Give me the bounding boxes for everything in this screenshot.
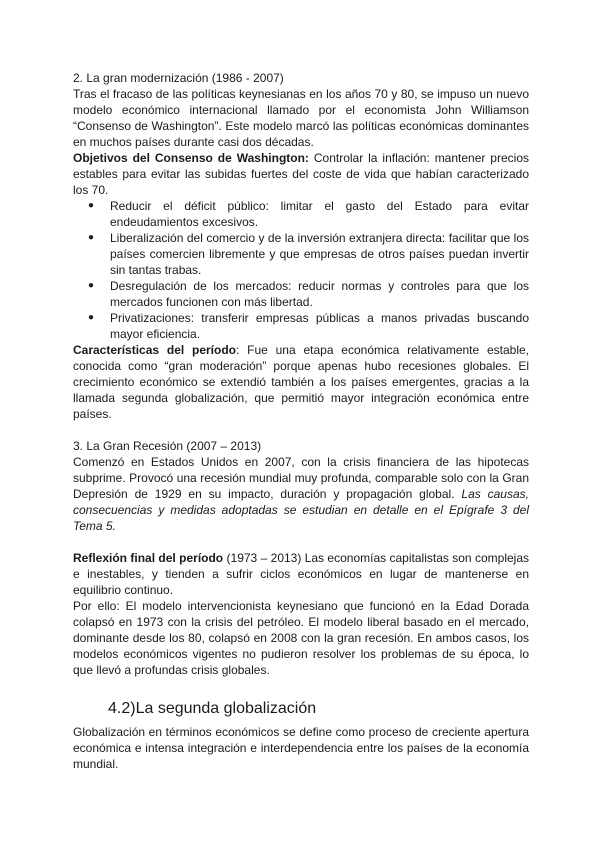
paragraph-gran-recesion: Comenzó en Estados Unidos en 2007, con la crisis financiera de las hipotecas subprime. Provocó una recesión mundial muy profunda, comparable solo con la Gran Depresión de 1929 en su impacto, duración y propagación global. Las causas, consecuencias y medidas adoptadas se estudian en detalle en el Epígrafe 3 del Tema 5. [73,455,529,533]
paragraph-reflexion: Reflexión final del período (1973 – 2013) Las economías capitalistas son complejas e inestables, y tienden a sufrir ciclos económicos en lugar de mantenerse en equilibrio continuo. [73,551,529,597]
paragraph-caracteristicas [73,342,529,422]
objetivos-text: Controlar la inflación: mantener precios estables para evitar las subidas fuertes del coste de vida que habían caracterizado los 70. [73,151,529,197]
caracteristicas-text: : Fue una etapa económica relativamente estable, conocida como “gran moderación” porque apenas hubo recesiones globales. El crecimiento económico se extendió también a los países emergentes, gracias a la llamada segunda globalización, que permitió mayor integración económica entre países. [73,343,530,421]
list-item: ● Privatizaciones: transferir empresas públicas a manos privadas buscando mayor eficiencia. [88,311,529,341]
paragraph-por-ello: Por ello: El modelo intervencionista keynesiano que funcionó en la Edad Dorada colapsó en 1973 con la crisis del petróleo. El modelo liberal basado en el mercado, dominante desde los 80, colapsó en 2008 con la gran recesión. En ambos casos, los modelos económicos vigentes no pudieron resolver los problemas de su época, lo que llevó a profundas crisis globales. [73,599,529,677]
section-heading-gran-modernizacion: 2. La gran modernización (1986 - 2007) [73,71,284,85]
list-item: ● Desregulación de los mercados: reducir normas y controles para que los mercados funcionen con más libertad. [88,279,529,309]
paragraph-objetivos [73,150,529,198]
objetivos-label: Objetivos del Consenso de Washington: [73,151,309,165]
bullet-icon: ● [88,312,95,323]
reflexion-label: Reflexión final del período [73,551,224,565]
list-item: ● Liberalización del comercio y de la inversión extranjera directa: facilitar que los países comercien libremente y que empresas de otros países puedan invertir sin tantas trabas. [88,231,529,277]
caracteristicas-label: Características del período [73,343,237,357]
section-heading-gran-recesion: 3. La Gran Recesión (2007 – 2013) [73,439,262,453]
bullet-icon: ● [88,232,95,243]
section-heading-segunda-globalizacion: 4.2)La segunda globalización [108,700,317,717]
paragraph-intro: Tras el fracaso de las políticas keynesianas en los años 70 y 80, se impuso un nuevo modelo económico internacional llamado por el economista John Williamson “Consenso de Washington”. Este modelo marcó las políticas económicas dominantes en muchos países durante casi dos décadas. [73,87,529,149]
paragraph-globalizacion: Globalización en términos económicos se define como proceso de creciente apertura económica e intensa integración e interdependencia entre los países de la economía mundial. [73,725,529,771]
document-page [73,70,529,772]
objetivos-list [73,198,529,342]
list-item: ● Reducir el déficit público: limitar el gasto del Estado para evitar endeudamientos excesivos. [88,199,529,229]
bullet-icon: ● [88,200,95,211]
bullet-icon: ● [88,280,95,291]
italic-reference: Las causas, consecuencias y medidas adoptadas se estudian en detalle en el Epígrafe 3 del Tema 5. [73,487,529,533]
